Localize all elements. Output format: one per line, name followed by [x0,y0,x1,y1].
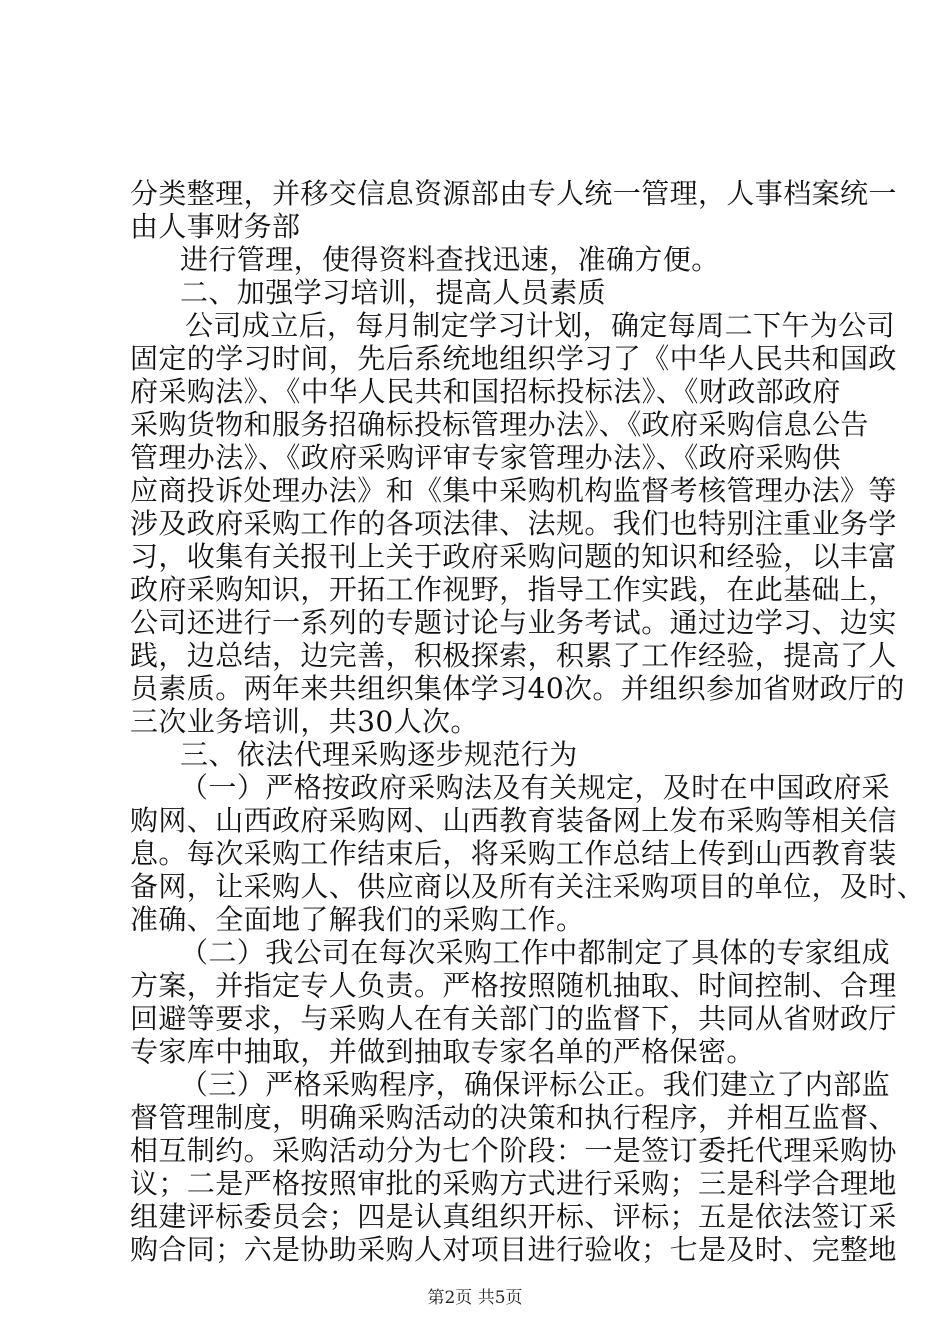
text-line: 专家库中抽取，并做到抽取专家名单的严格保密。 [130,1035,755,1068]
text-line: 督管理制度，明确采购活动的决策和执行程序，并相互监督、 [130,1101,897,1134]
text-line: 购网、山西政府采购网、山西教育装备网上发布采购等相关信 [130,804,897,837]
text-line: 涉及政府采购工作的各项法律、法规。我们也特别注重业务学 [130,507,897,540]
text-line: 分类整理，并移交信息资源部由专人统一管理，人事档案统一 [130,177,897,210]
text-line: 采购货物和服务招确标投标管理办法》、《政府采购信息公告 [130,408,869,441]
text-line: 践，边总结，边完善，积极探索，积累了工作经验，提高了人 [130,639,897,672]
section-heading: 三、依法代理采购逐步规范行为 [180,738,578,771]
text-line: 固定的学习时间，先后系统地组织学习了《中华人民共和国政 [130,342,897,375]
text-line: 息。每次采购工作结束后，将采购工作总结上传到山西教育装 [130,837,897,870]
text-line: 习，收集有关报刊上关于政府采购问题的知识和经验，以丰富 [130,540,897,573]
text-line: 应商投诉处理办法》和《集中采购机构监督考核管理办法》等 [130,474,897,507]
text-line: 管理办法》、《政府采购评审专家管理办法》、《政府采购供 [130,441,841,474]
text-line: （二）我公司在每次采购工作中都制定了具体的专家组成 [180,936,891,969]
text-line: 公司成立后，每月制定学习计划，确定每周二下午为公司 [185,309,896,342]
text-line: 由人事财务部 [130,210,301,243]
text-line: 公司还进行一系列的专题讨论与业务考试。通过边学习、边实 [130,606,897,639]
text-line: （三）严格采购程序，确保评标公正。我们建立了内部监 [180,1068,891,1101]
text-line: 议；二是严格按照审批的采购方式进行采购；三是科学合理地 [130,1167,897,1200]
text-line: （一）严格按政府采购法及有关规定，及时在中国政府采 [180,771,891,804]
page-number-footer: 第2页 共5页 [427,1288,523,1308]
text-line: 员素质。两年来共组织集体学习40次。并组织参加省财政厅的 [130,672,905,705]
text-line: 府采购法》、《中华人民共和国招标投标法》、《财政部政府 [130,375,841,408]
text-line: 进行管理，使得资料查找迅速，准确方便。 [180,243,720,276]
text-line: 准确、全面地了解我们的采购工作。 [130,903,585,936]
text-line: 方案，并指定专人负责。严格按照随机抽取、时间控制、合理 [130,969,897,1002]
text-line: 购合同；六是协助采购人对项目进行验收；七是及时、完整地 [130,1233,897,1266]
section-heading: 二、加强学习培训，提高人员素质 [180,276,607,309]
text-line: 政府采购知识，开拓工作视野，指导工作实践，在此基础上， [130,573,897,606]
text-line: 回避等要求，与采购人在有关部门的监督下，共同从省财政厅 [130,1002,897,1035]
text-line: 组建评标委员会；四是认真组织开标、评标；五是依法签订采 [130,1200,897,1233]
text-line: 三次业务培训，共30人次。 [130,705,479,738]
text-line: 相互制约。采购活动分为七个阶段：一是签订委托代理采购协 [130,1134,897,1167]
text-line: 备网，让采购人、供应商以及所有关注采购项目的单位，及时、 [130,870,926,903]
